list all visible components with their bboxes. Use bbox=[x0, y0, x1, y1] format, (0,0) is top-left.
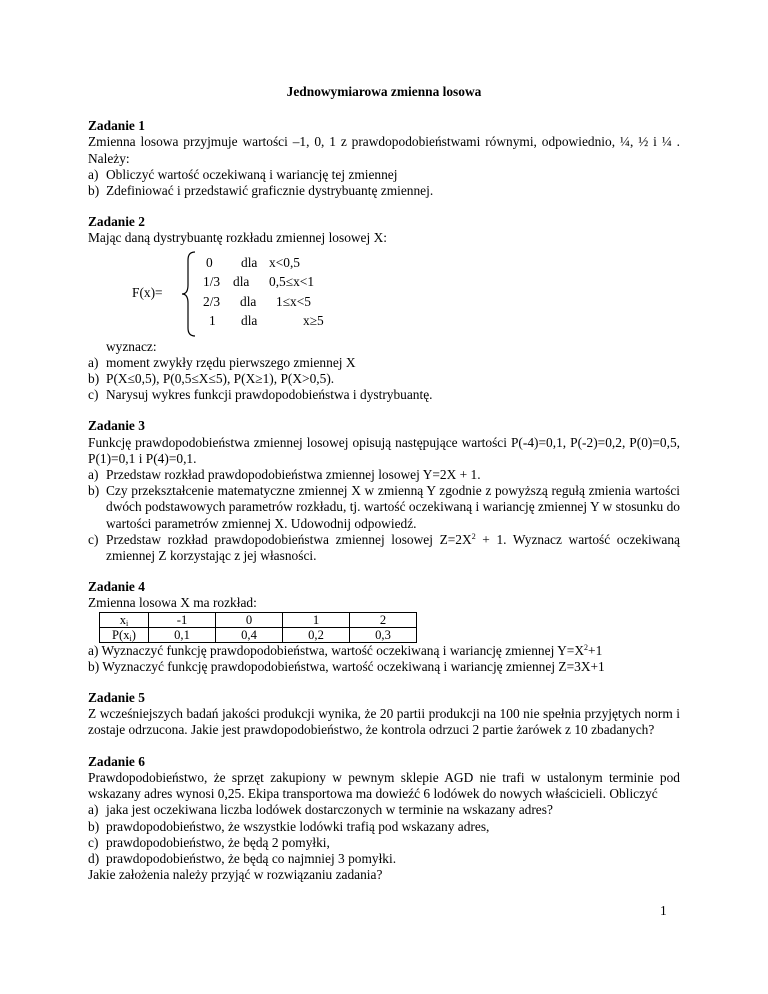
case-word: dla bbox=[241, 254, 258, 270]
item-text: Obliczyć wartość oczekiwaną i wariancję tej zmiennej bbox=[106, 166, 398, 182]
table-cell: 0,3 bbox=[350, 627, 417, 642]
case-condition: x≥5 bbox=[303, 313, 324, 329]
item-text: jaka jest oczekiwana liczba lodówek dostarczonych w terminie na wskazany adres? bbox=[106, 802, 553, 818]
item-text: prawdopodobieństwo, że wszystkie lodówki trafią pod wskazany adres, bbox=[106, 818, 490, 834]
header-text: P(x bbox=[112, 627, 130, 642]
item-text: prawdopodobieństwo, że będą 2 pomyłki, bbox=[106, 834, 330, 850]
case-condition: x<0,5 bbox=[269, 254, 300, 270]
task-6 bbox=[88, 754, 680, 884]
table-cell: 0,2 bbox=[283, 627, 350, 642]
page-number: 1 bbox=[660, 903, 667, 918]
case-value: 0 bbox=[206, 254, 213, 270]
table-row-x bbox=[100, 612, 417, 627]
task-2-item-b bbox=[88, 371, 680, 387]
task-6-item-b bbox=[88, 819, 680, 835]
item-text: Przedstaw rozkład prawdopodobieństwa zmiennej losowej Y=2X + 1. bbox=[106, 467, 481, 483]
task-2-item-a bbox=[88, 355, 680, 371]
task-2-intro: Mając daną dystrybuantę rozkładu zmiennej losowej X: bbox=[88, 230, 387, 246]
task-5-title: Zadanie 5 bbox=[88, 690, 145, 706]
piecewise-cases bbox=[203, 253, 373, 331]
distribution-table bbox=[99, 612, 417, 643]
case-condition: 1≤x<5 bbox=[276, 293, 311, 309]
item-label: d) bbox=[88, 850, 100, 866]
task-4-item-b: b) Wyznaczyć funkcję prawdopodobieństwa, wartość oczekiwaną i wariancję zmiennej Z=3X+1 bbox=[88, 658, 605, 674]
header-text: ) bbox=[131, 627, 136, 642]
task-4 bbox=[88, 579, 680, 675]
task-1-intro: Zmienna losowa przyjmuje wartości –1, 0, 1 z prawdopodobieństwami równymi, odpowiednio, ¼, ½ i ¼ . Należy: bbox=[88, 134, 680, 166]
piecewise-case bbox=[203, 311, 373, 331]
task-1-title: Zadanie 1 bbox=[88, 118, 145, 134]
item-label: b) bbox=[88, 483, 100, 499]
table-cell: 0,4 bbox=[216, 627, 283, 642]
item-text-part: +1 bbox=[588, 642, 603, 658]
subscript: i bbox=[126, 618, 129, 628]
piecewise-case bbox=[203, 253, 373, 273]
document-content bbox=[88, 84, 680, 898]
item-text-part: Przedstaw rozkład prawdopodobieństwa zmiennej losowej Z=2X bbox=[106, 531, 472, 547]
table-header-x bbox=[100, 612, 149, 627]
case-condition: 0,5≤x<1 bbox=[269, 274, 315, 290]
task-3-title: Zadanie 3 bbox=[88, 418, 145, 434]
item-label: a) bbox=[88, 802, 99, 818]
header-text: x bbox=[119, 612, 127, 627]
item-label: c) bbox=[88, 387, 99, 403]
item-label: a) bbox=[88, 354, 99, 370]
task-2 bbox=[88, 214, 680, 403]
item-label: c) bbox=[88, 834, 99, 850]
piecewise-case bbox=[203, 292, 373, 312]
task-6-item-a bbox=[88, 802, 680, 818]
exponent: 2 bbox=[584, 642, 589, 652]
task-6-intro: Prawdopodobieństwo, że sprzęt zakupiony w pewnym sklepie AGD nie trafi w ustalonym terminie pod wskazany adres wynosi 0,25. Ekipa transportowa ma dowieźć 6 lodówek do nowych właścicieli. Obliczyć bbox=[88, 769, 680, 802]
task-6-item-d bbox=[88, 851, 680, 867]
piecewise-case bbox=[203, 272, 373, 292]
table-cell: 2 bbox=[350, 612, 417, 627]
case-word: dla bbox=[233, 274, 250, 290]
task-3-item-c bbox=[88, 532, 680, 564]
task-2-item-c bbox=[88, 387, 680, 403]
case-word: dla bbox=[240, 293, 257, 309]
table-cell: 0,1 bbox=[149, 627, 216, 642]
task-5 bbox=[88, 690, 680, 739]
exponent: 2 bbox=[471, 531, 476, 541]
item-label: b) bbox=[88, 183, 100, 199]
item-text: Czy przekształcenie matematyczne zmiennej X w zmienną Y zgodnie z powyższą regułą zmienia wartości dwóch podstawowych parametrów rozkładu, tj. wartość oczekiwaną i wariancję zmiennej Y w stosunku do wartości parametrów zmiennej X. Udowodnij odpowiedź. bbox=[106, 483, 680, 531]
task-1-item-a bbox=[88, 167, 680, 183]
item-label: a) bbox=[88, 166, 99, 182]
item-text: prawdopodobieństwo, że będą co najmniej 3 pomyłki. bbox=[106, 850, 397, 866]
item-text: P(X≤0,5), P(0,5≤X≤5), P(X≥1), P(X>0,5). bbox=[106, 371, 335, 387]
case-value: 2/3 bbox=[203, 293, 221, 309]
task-1 bbox=[88, 118, 680, 199]
case-value: 1 bbox=[209, 313, 216, 329]
item-label: c) bbox=[88, 531, 99, 547]
left-brace-icon bbox=[181, 251, 197, 337]
subscript: i bbox=[129, 633, 132, 643]
item-label: b) bbox=[88, 818, 100, 834]
table-cell: -1 bbox=[149, 612, 216, 627]
task-5-text: Z wcześniejszych badań jakości produkcji wynika, że 20 partii produkcji na 100 nie spełnia przyjętych norm i zostaje odrzucona. Jakie jest prawdopodobieństwo, że kontrola odrzuci 2 partie żarówek z 10 zbadanych? bbox=[88, 706, 680, 738]
function-label: F(x)= bbox=[132, 284, 163, 300]
task-3-item-b bbox=[88, 483, 680, 532]
item-text: moment zwykły rzędu pierwszego zmiennej X bbox=[106, 354, 356, 370]
task-6-outro: Jakie założenia należy przyjąć w rozwiązaniu zadania? bbox=[88, 867, 383, 883]
item-text-part: + 1. Wyznacz wartość oczekiwaną zmiennej Z korzystając z jej własności. bbox=[106, 531, 680, 564]
case-word: dla bbox=[241, 313, 258, 329]
item-text bbox=[106, 532, 680, 564]
item-label: b) bbox=[88, 371, 100, 387]
task-2-lead: wyznacz: bbox=[106, 338, 157, 354]
document-title: Jednowymiarowa zmienna losowa bbox=[286, 84, 482, 99]
table-header-p bbox=[100, 627, 149, 642]
task-3 bbox=[88, 418, 680, 564]
task-2-title: Zadanie 2 bbox=[88, 214, 145, 230]
item-label: a) bbox=[88, 467, 99, 483]
table-row-p bbox=[100, 627, 417, 642]
task-6-item-c bbox=[88, 835, 680, 851]
item-text: Narysuj wykres funkcji prawdopodobieństwa i dystrybuantę. bbox=[106, 387, 433, 403]
case-value: 1/3 bbox=[203, 274, 221, 290]
item-text: Zdefiniować i przedstawić graficznie dystrybuantę zmiennej. bbox=[106, 183, 434, 199]
task-4-intro: Zmienna losowa X ma rozkład: bbox=[88, 595, 257, 611]
item-text-part: a) Wyznaczyć funkcję prawdopodobieństwa, wartość oczekiwaną i wariancję zmiennej Y=X bbox=[88, 642, 585, 658]
table-cell: 1 bbox=[283, 612, 350, 627]
task-1-item-b bbox=[88, 183, 680, 199]
task-4-item-a bbox=[88, 643, 680, 659]
piecewise-function bbox=[88, 247, 680, 339]
task-3-item-a bbox=[88, 467, 680, 483]
task-4-title: Zadanie 4 bbox=[88, 579, 145, 595]
task-6-title: Zadanie 6 bbox=[88, 753, 145, 769]
table-cell: 0 bbox=[216, 612, 283, 627]
task-3-intro: Funkcję prawdopodobieństwa zmiennej losowej opisują następujące wartości P(-4)=0,1, P(-2)=0,2, P(0)=0,5, P(1)=0,1 i P(4)=0,1. bbox=[88, 434, 680, 466]
